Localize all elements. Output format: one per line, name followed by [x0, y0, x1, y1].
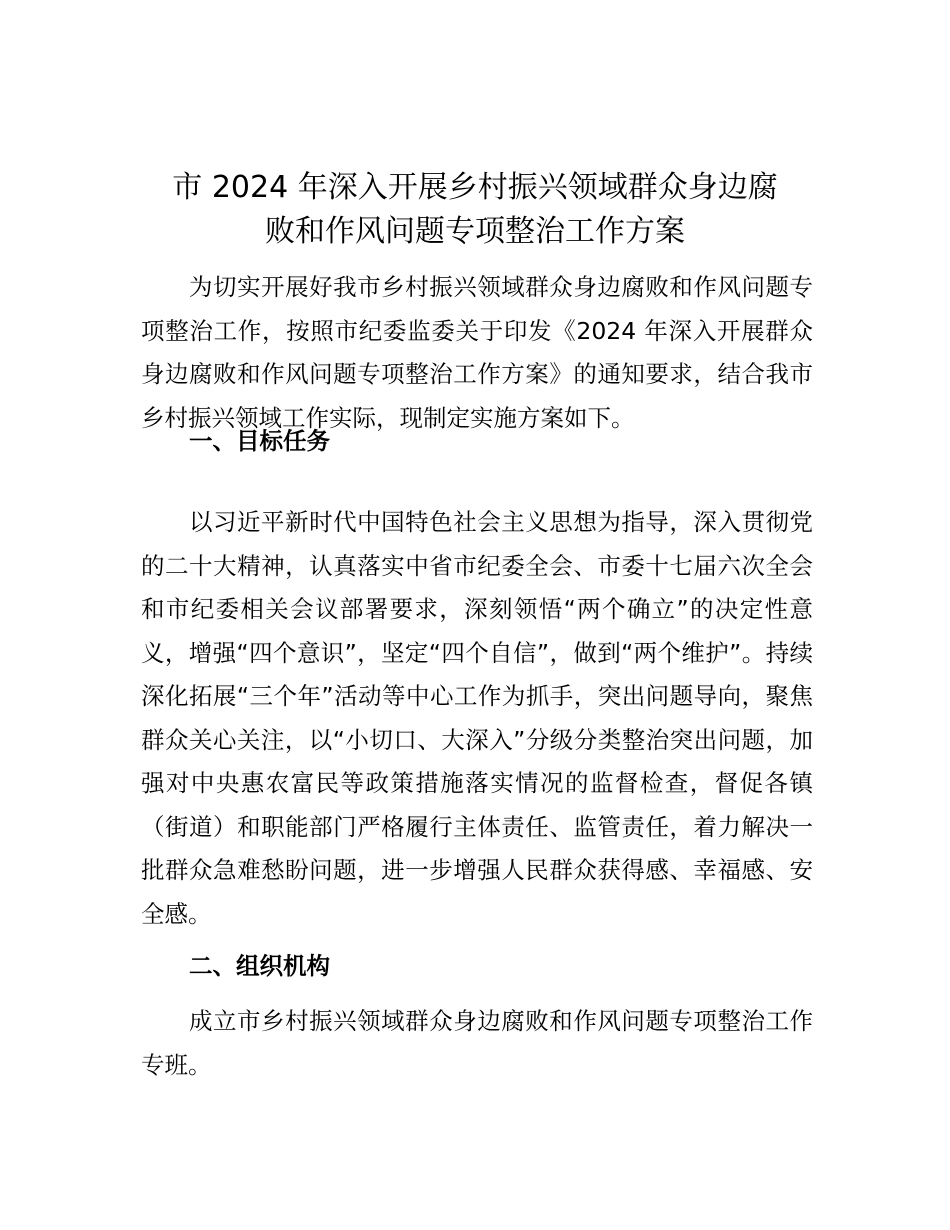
section-heading-objectives: 一、目标任务 — [189, 427, 330, 455]
objectives-paragraph: 以习近平新时代中国特色社会主义思想为指导，深入贯彻党的二十大精神，认真落实中省市纪委全会、市委十七届六次全会和市纪委相关会议部署要求，深刻领悟“两个确立”的决定性意义，增强“四个意识”，坚定“四个自信”，做到“两个维护”。持续深化拓展“三个年”活动等中心工作为抓手，突出问题导向，聚焦群众关心关注，以“小切口、大深入”分级分类整治突出问题，加强对中央惠农富民等政策措施落实情况的监督检查，督促各镇（街道）和职能部门严格履行主体责任、监管责任，着力解决一批群众急难愁盼问题，进一步增强人民群众获得感、幸福感、安全感。 — [141, 508, 813, 928]
organization-paragraph: 成立市乡村振兴领域群众身边腐败和作风问题专项整治工作专班。 — [141, 1007, 813, 1079]
document-title-line-2: 败和作风问题专项整治工作方案 — [265, 214, 685, 249]
document-title-line-1: 市 2024 年深入开展乡村振兴领域群众身边腐 — [172, 170, 778, 205]
intro-paragraph: 为切实开展好我市乡村振兴领域群众身边腐败和作风问题专项整治工作，按照市纪委监委关于印发《2024 年深入开展群众身边腐败和作风问题专项整治工作方案》的通知要求，结合我市乡村振兴领域工作实际，现制定实施方案如下。 — [141, 273, 813, 432]
section-heading-organization: 二、组织机构 — [189, 952, 330, 980]
